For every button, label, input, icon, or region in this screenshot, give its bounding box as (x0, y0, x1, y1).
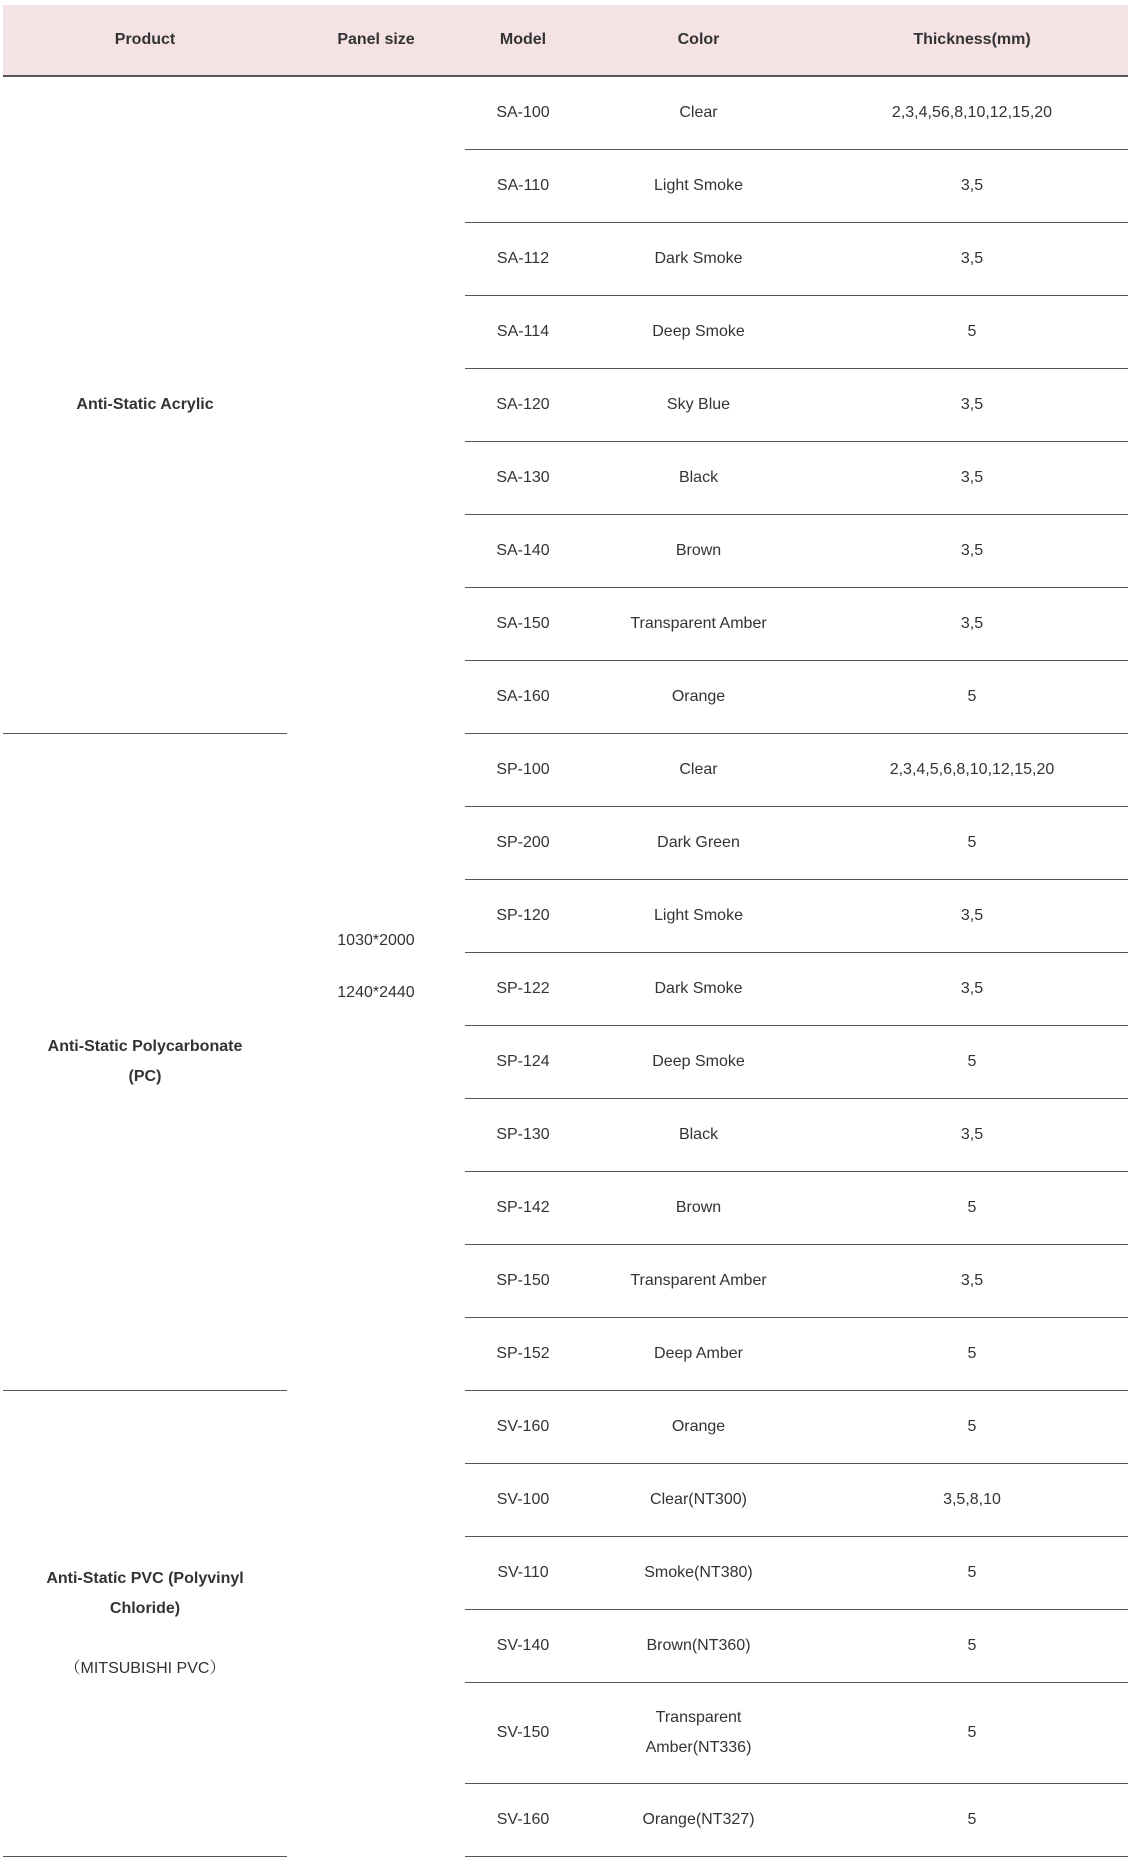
thickness-cell: 2,3,4,56,8,10,12,15,20 (816, 76, 1128, 150)
model-cell: SP-124 (465, 1026, 581, 1099)
thickness-cell: 5 (816, 1391, 1128, 1464)
product-name-line: Anti-Static Polycarbonate (PC) (47, 1038, 243, 1085)
model-cell: SA-120 (465, 369, 581, 442)
color-cell: Deep Amber (581, 1318, 816, 1391)
model-cell: SP-142 (465, 1172, 581, 1245)
thickness-cell: 3,5 (816, 1099, 1128, 1172)
thickness-cell: 3,5 (816, 150, 1128, 223)
color-cell: Clear (581, 734, 816, 807)
panel-size-value: 1030*2000 (337, 931, 415, 949)
model-cell: SA-112 (465, 223, 581, 296)
color-cell: Clear(NT300) (581, 1464, 816, 1537)
color-cell: Light Smoke (581, 150, 816, 223)
color-line: Transparent (655, 1709, 742, 1726)
header-panel-size: Panel size (287, 5, 465, 76)
color-cell: Smoke(NT380) (581, 1537, 816, 1610)
thickness-cell: 3,5 (816, 369, 1128, 442)
thickness-cell: 5 (816, 1318, 1128, 1391)
color-cell: Sky Blue (581, 369, 816, 442)
color-cell: Dark Smoke (581, 953, 816, 1026)
color-cell: Black (581, 1099, 816, 1172)
color-line: Amber(NT336) (645, 1739, 752, 1756)
header-product: Product (3, 5, 287, 76)
color-cell: Transparent Amber (581, 588, 816, 661)
thickness-cell: 3,5 (816, 880, 1128, 953)
color-cell: Dark Smoke (581, 223, 816, 296)
color-cell: Light Smoke (581, 880, 816, 953)
product-note: （MITSUBISHI PVC） (64, 1659, 226, 1677)
model-cell: SV-140 (465, 1610, 581, 1683)
model-cell: SV-100 (465, 1464, 581, 1537)
thickness-cell: 3,5 (816, 953, 1128, 1026)
table-row (3, 734, 1128, 807)
thickness-cell: 5 (816, 1784, 1128, 1857)
table-row (3, 76, 1128, 150)
table-row (3, 1391, 1128, 1464)
header-thickness: Thickness(mm) (816, 5, 1128, 76)
header-model: Model (465, 5, 581, 76)
model-cell: SA-110 (465, 150, 581, 223)
thickness-cell: 5 (816, 1683, 1128, 1784)
thickness-cell: 5 (816, 807, 1128, 880)
model-cell: SV-160 (465, 1391, 581, 1464)
thickness-cell: 5 (816, 1610, 1128, 1683)
table-header-row (3, 5, 1128, 76)
thickness-cell: 5 (816, 1026, 1128, 1099)
color-cell: Clear (581, 76, 816, 150)
panel-size-value: 1240*2440 (337, 983, 415, 1001)
model-cell: SP-200 (465, 807, 581, 880)
model-cell: SA-130 (465, 442, 581, 515)
color-cell: Dark Green (581, 807, 816, 880)
color-cell: Brown(NT360) (581, 1610, 816, 1683)
panel-size-cell (287, 76, 465, 1857)
color-cell (581, 1683, 816, 1784)
table-body (3, 76, 1128, 1857)
product-spec-table (3, 5, 1128, 1857)
thickness-cell: 5 (816, 1537, 1128, 1610)
thickness-cell: 5 (816, 661, 1128, 734)
color-cell: Brown (581, 515, 816, 588)
color-cell: Black (581, 442, 816, 515)
product-name-cell (3, 76, 287, 734)
thickness-cell: 3,5 (816, 588, 1128, 661)
thickness-cell: 3,5 (816, 223, 1128, 296)
model-cell: SP-150 (465, 1245, 581, 1318)
thickness-cell: 3,5 (816, 442, 1128, 515)
product-name-line: Anti-Static PVC (Polyvinyl (46, 1569, 244, 1587)
product-name-line: Anti-Static Acrylic (76, 396, 214, 413)
model-cell: SV-160 (465, 1784, 581, 1857)
model-cell: SV-150 (465, 1683, 581, 1784)
product-name-cell (3, 734, 287, 1391)
thickness-cell: 3,5,8,10 (816, 1464, 1128, 1537)
model-cell: SA-160 (465, 661, 581, 734)
model-cell: SA-100 (465, 76, 581, 150)
color-cell: Brown (581, 1172, 816, 1245)
model-cell: SP-100 (465, 734, 581, 807)
model-cell: SP-152 (465, 1318, 581, 1391)
model-cell: SP-130 (465, 1099, 581, 1172)
model-cell: SA-150 (465, 588, 581, 661)
model-cell: SV-110 (465, 1537, 581, 1610)
product-name-cell (3, 1391, 287, 1857)
thickness-cell: 5 (816, 296, 1128, 369)
model-cell: SP-122 (465, 953, 581, 1026)
color-cell: Orange (581, 1391, 816, 1464)
thickness-cell: 3,5 (816, 1245, 1128, 1318)
color-cell: Orange(NT327) (581, 1784, 816, 1857)
thickness-cell: 2,3,4,5,6,8,10,12,15,20 (816, 734, 1128, 807)
color-cell: Orange (581, 661, 816, 734)
color-cell: Deep Smoke (581, 296, 816, 369)
product-name-line: Chloride) (109, 1599, 181, 1617)
product-spec-table-container (3, 5, 1128, 1850)
model-cell: SA-140 (465, 515, 581, 588)
header-color: Color (581, 5, 816, 76)
color-cell: Transparent Amber (581, 1245, 816, 1318)
model-cell: SA-114 (465, 296, 581, 369)
color-cell: Deep Smoke (581, 1026, 816, 1099)
model-cell: SP-120 (465, 880, 581, 953)
thickness-cell: 5 (816, 1172, 1128, 1245)
thickness-cell: 3,5 (816, 515, 1128, 588)
